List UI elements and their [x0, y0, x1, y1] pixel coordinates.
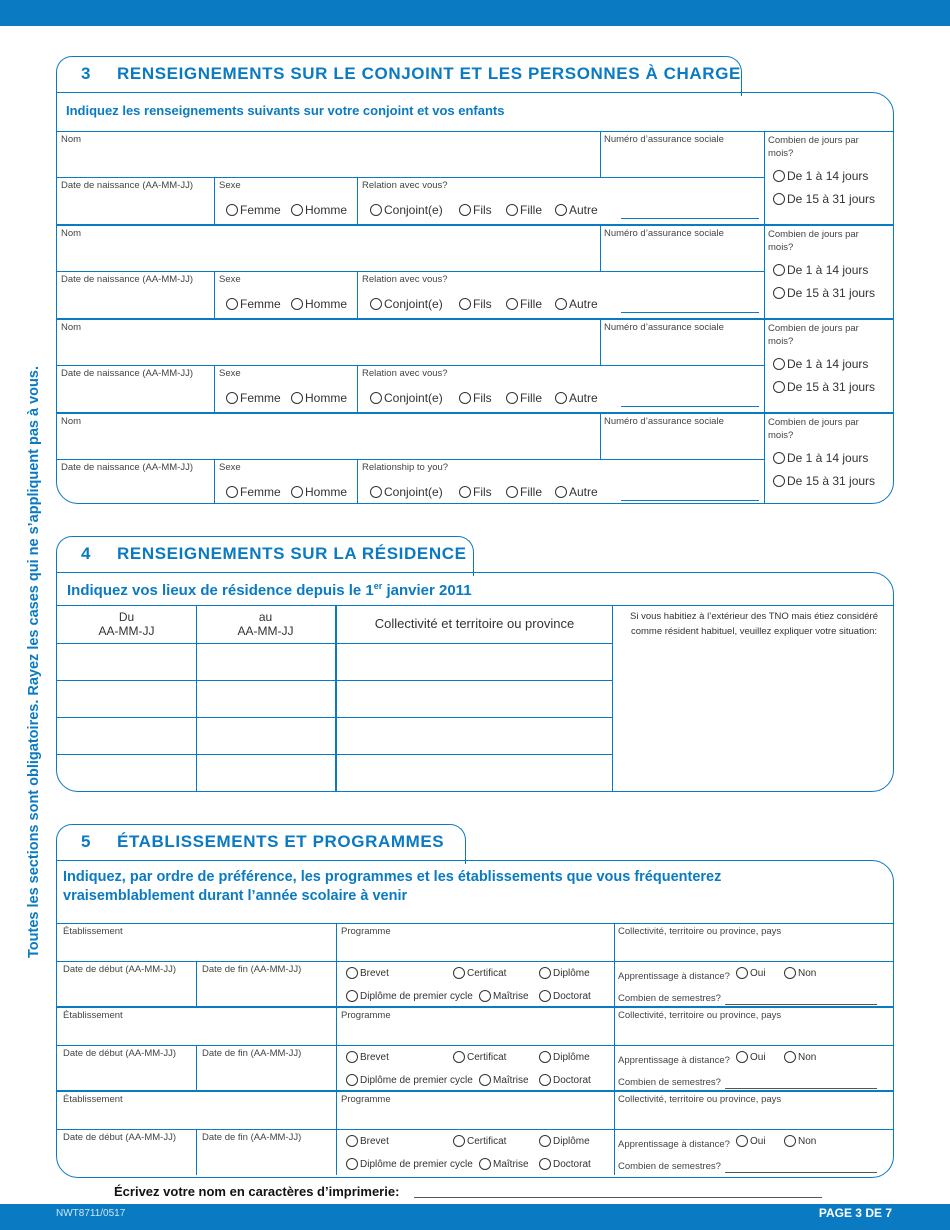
col-explain-header: Si vous habitiez à l’extérieur des TNO mais étiez considéré comme résident habituel, veuillez expliquer votre situation:: [630, 611, 878, 637]
days-option-1-14[interactable]: [773, 357, 868, 371]
radio-circle-icon[interactable]: [555, 204, 567, 216]
distance-option-non-label: Non: [798, 967, 817, 979]
relation-option-fils-label: Fils: [473, 203, 492, 217]
relation-other-field[interactable]: [621, 218, 759, 219]
relation-option-fille[interactable]: [506, 391, 542, 405]
days-option-15-31[interactable]: [773, 192, 875, 206]
days-option-1-14-label: De 1 à 14 jours: [787, 357, 869, 371]
radio-circle-icon[interactable]: [736, 1051, 748, 1063]
name-label: Nom: [61, 228, 82, 239]
end-date-label: Date de fin (AA-MM-JJ): [202, 1048, 302, 1059]
start-date-label: Date de début (AA-MM-JJ): [63, 1132, 176, 1143]
program-option-brevet-label: Brevet: [360, 1135, 389, 1147]
top-banner: [0, 0, 950, 26]
relation-label: Relation avec vous?: [362, 368, 448, 379]
distance-label: Apprentissage à distance?: [618, 971, 730, 982]
dob-label: Date de naissance (AA-MM-JJ): [61, 462, 193, 473]
program-label: Programme: [341, 1010, 391, 1021]
relation-option-conjoint[interactable]: [370, 297, 443, 311]
program-option-maitrise[interactable]: [479, 990, 529, 1002]
radio-circle-icon[interactable]: [346, 990, 358, 1002]
days-label: Combien de jours par mois?: [768, 229, 859, 253]
relation-option-autre-label: Autre: [569, 485, 598, 499]
program-option-certificat-label: Certificat: [467, 1051, 507, 1063]
radio-circle-icon[interactable]: [773, 264, 785, 276]
location-label: Collectivité, territoire ou province, pays: [618, 926, 782, 937]
relation-other-field[interactable]: [621, 406, 759, 407]
program-option-certificat[interactable]: [453, 1051, 506, 1063]
relation-option-fille[interactable]: [506, 203, 542, 217]
radio-circle-icon[interactable]: [459, 392, 471, 404]
relation-label: Relation avec vous?: [362, 180, 448, 191]
semesters-field[interactable]: [725, 1088, 877, 1089]
radio-circle-icon[interactable]: [459, 298, 471, 310]
relation-option-autre-label: Autre: [569, 203, 598, 217]
section3-panel: [56, 92, 894, 504]
relation-label: Relationship to you?: [362, 462, 449, 473]
radio-circle-icon[interactable]: [539, 990, 551, 1002]
sex-option-homme[interactable]: [291, 391, 347, 405]
sex-option-femme[interactable]: [226, 391, 281, 405]
days-option-1-14-label: De 1 à 14 jours: [787, 451, 869, 465]
section4-number: 4: [81, 544, 91, 563]
days-option-1-14[interactable]: [773, 451, 868, 465]
semesters-field[interactable]: [725, 1004, 877, 1005]
radio-circle-icon[interactable]: [291, 204, 303, 216]
relation-option-fils-label: Fils: [473, 485, 492, 499]
days-label: Combien de jours par mois?: [768, 323, 859, 347]
form-number: NWT8711/0517: [56, 1208, 126, 1219]
program-option-brevet[interactable]: [346, 967, 389, 979]
relation-option-autre-label: Autre: [569, 297, 598, 311]
radio-circle-icon[interactable]: [539, 967, 551, 979]
program-option-diplome-premier-cycle-label: Diplôme de premier cycle: [360, 1158, 473, 1170]
radio-circle-icon[interactable]: [370, 298, 382, 310]
radio-circle-icon[interactable]: [736, 967, 748, 979]
sex-option-femme-label: Femme: [240, 297, 281, 311]
radio-circle-icon[interactable]: [773, 193, 785, 205]
program-option-certificat[interactable]: [453, 967, 506, 979]
days-option-1-14-label: De 1 à 14 jours: [787, 263, 869, 277]
program-label: Programme: [341, 926, 391, 937]
radio-circle-icon[interactable]: [370, 392, 382, 404]
section5-instruction-line1: Indiquez, par ordre de préférence, les programmes et les établissements que vous fréquenterez: [63, 869, 722, 885]
section5-number: 5: [81, 832, 91, 851]
side-note: Toutes les sections sont obligatoires. Rayez les cases qui ne s’appliquent pas à vous.: [26, 366, 42, 958]
radio-circle-icon[interactable]: [773, 358, 785, 370]
program-option-diplome-premier-cycle-label: Diplôme de premier cycle: [360, 1074, 473, 1086]
relation-label: Relation avec vous?: [362, 274, 448, 285]
distance-label: Apprentissage à distance?: [618, 1139, 730, 1150]
program-option-maitrise[interactable]: [479, 1158, 529, 1170]
radio-circle-icon[interactable]: [346, 1158, 358, 1170]
sex-option-homme-label: Homme: [305, 485, 348, 499]
section4-title: RENSEIGNEMENTS SUR LA RÉSIDENCE: [117, 544, 467, 563]
sex-option-femme-label: Femme: [240, 391, 281, 405]
relation-option-conjoint[interactable]: [370, 485, 443, 499]
section4-panel: [56, 572, 894, 792]
radio-circle-icon[interactable]: [555, 486, 567, 498]
sin-label: Numéro d’assurance sociale: [604, 228, 724, 239]
days-option-15-31[interactable]: [773, 286, 875, 300]
relation-option-fils[interactable]: [459, 297, 492, 311]
sex-option-homme-label: Homme: [305, 203, 348, 217]
days-option-15-31[interactable]: [773, 380, 875, 394]
sex-label: Sexe: [219, 368, 241, 379]
distance-option-non[interactable]: [784, 1135, 816, 1147]
program-option-maitrise-label: Maîtrise: [493, 990, 529, 1002]
bottom-banner: [0, 1204, 950, 1230]
col-place-header: Collectivité et territoire ou province: [374, 616, 575, 631]
program-option-brevet-label: Brevet: [360, 967, 389, 979]
days-option-1-14-label: De 1 à 14 jours: [787, 169, 869, 183]
radio-circle-icon[interactable]: [370, 486, 382, 498]
institution-label: Établissement: [63, 926, 123, 937]
sex-option-femme[interactable]: [226, 203, 281, 217]
relation-option-fille-label: Fille: [520, 391, 543, 405]
page-number: PAGE 3 DE 7: [818, 1206, 892, 1220]
radio-circle-icon[interactable]: [346, 1135, 358, 1147]
radio-circle-icon[interactable]: [459, 486, 471, 498]
semesters-label: Combien de semestres?: [618, 993, 721, 1004]
radio-circle-icon[interactable]: [346, 967, 358, 979]
relation-option-autre[interactable]: [555, 203, 598, 217]
section4-instruction: Indiquez vos lieux de résidence depuis le 1er janvier 2011: [67, 581, 472, 599]
radio-circle-icon[interactable]: [226, 298, 238, 310]
radio-circle-icon[interactable]: [539, 1074, 551, 1086]
program-option-diplome-label: Diplôme: [553, 1135, 590, 1147]
program-option-brevet[interactable]: [346, 1051, 389, 1063]
radio-circle-icon[interactable]: [346, 1074, 358, 1086]
program-option-doctorat-label: Doctorat: [553, 1158, 591, 1170]
program-option-doctorat-label: Doctorat: [553, 1074, 591, 1086]
print-name-label: Écrivez votre nom en caractères d’imprimerie:: [114, 1184, 400, 1199]
sex-option-homme[interactable]: [291, 485, 347, 499]
radio-circle-icon[interactable]: [291, 486, 303, 498]
radio-circle-icon[interactable]: [459, 204, 471, 216]
distance-option-non[interactable]: [784, 1051, 816, 1063]
program-option-maitrise[interactable]: [479, 1074, 529, 1086]
distance-label: Apprentissage à distance?: [618, 1055, 730, 1066]
sex-option-femme-label: Femme: [240, 485, 281, 499]
relation-other-field[interactable]: [621, 500, 759, 501]
days-option-15-31-label: De 15 à 31 jours: [787, 380, 876, 394]
radio-circle-icon[interactable]: [784, 967, 796, 979]
relation-option-fils-label: Fils: [473, 391, 492, 405]
end-date-label: Date de fin (AA-MM-JJ): [202, 1132, 302, 1143]
radio-circle-icon[interactable]: [555, 298, 567, 310]
program-option-diplome[interactable]: [539, 967, 590, 979]
relation-option-conjoint-label: Conjoint(e): [384, 391, 443, 405]
section3-tab: [56, 56, 742, 96]
location-label: Collectivité, territoire ou province, pays: [618, 1094, 782, 1105]
semesters-label: Combien de semestres?: [618, 1077, 721, 1088]
radio-circle-icon[interactable]: [506, 486, 518, 498]
days-option-15-31[interactable]: [773, 474, 875, 488]
sin-label: Numéro d’assurance sociale: [604, 134, 724, 145]
radio-circle-icon[interactable]: [291, 298, 303, 310]
section4-tab: [56, 536, 474, 576]
radio-circle-icon[interactable]: [479, 990, 491, 1002]
radio-circle-icon[interactable]: [453, 1135, 465, 1147]
program-option-doctorat[interactable]: [539, 1074, 591, 1086]
radio-circle-icon[interactable]: [773, 381, 785, 393]
sex-label: Sexe: [219, 274, 241, 285]
relation-option-fils[interactable]: [459, 485, 492, 499]
program-option-diplome-label: Diplôme: [553, 967, 590, 979]
sex-label: Sexe: [219, 462, 241, 473]
program-option-brevet-label: Brevet: [360, 1051, 389, 1063]
days-option-15-31-label: De 15 à 31 jours: [787, 474, 876, 488]
days-option-15-31-label: De 15 à 31 jours: [787, 286, 876, 300]
sex-label: Sexe: [219, 180, 241, 191]
institution-label: Établissement: [63, 1094, 123, 1105]
radio-circle-icon[interactable]: [784, 1135, 796, 1147]
section3-instruction: Indiquez les renseignements suivants sur votre conjoint et vos enfants: [66, 103, 505, 118]
radio-circle-icon[interactable]: [479, 1158, 491, 1170]
radio-circle-icon[interactable]: [506, 298, 518, 310]
radio-circle-icon[interactable]: [506, 392, 518, 404]
radio-circle-icon[interactable]: [736, 1135, 748, 1147]
distance-option-non[interactable]: [784, 967, 816, 979]
radio-circle-icon[interactable]: [291, 392, 303, 404]
relation-option-fille-label: Fille: [520, 485, 543, 499]
name-label: Nom: [61, 322, 82, 333]
distance-option-non-label: Non: [798, 1135, 817, 1147]
section5-instruction-line2: vraisemblablement durant l’année scolaire à venir: [63, 888, 408, 904]
relation-option-conjoint-label: Conjoint(e): [384, 485, 443, 499]
name-label: Nom: [61, 416, 82, 427]
program-option-brevet[interactable]: [346, 1135, 389, 1147]
distance-option-oui-label: Oui: [750, 1135, 766, 1147]
days-label: Combien de jours par mois?: [768, 135, 859, 159]
col-to-header: au AA-MM-JJ: [237, 610, 294, 638]
distance-option-oui[interactable]: [736, 1051, 766, 1063]
program-option-diplome-premier-cycle[interactable]: [346, 1074, 473, 1086]
relation-option-autre-label: Autre: [569, 391, 598, 405]
end-date-label: Date de fin (AA-MM-JJ): [202, 964, 302, 975]
days-label: Combien de jours par mois?: [768, 417, 859, 441]
sex-option-femme[interactable]: [226, 485, 281, 499]
section3-title: RENSEIGNEMENTS SUR LE CONJOINT ET LES PERSONNES À CHARGE: [117, 64, 741, 83]
relation-option-conjoint-label: Conjoint(e): [384, 297, 443, 311]
program-option-doctorat-label: Doctorat: [553, 990, 591, 1002]
dob-label: Date de naissance (AA-MM-JJ): [61, 180, 193, 191]
radio-circle-icon[interactable]: [539, 1051, 551, 1063]
program-option-diplome-premier-cycle-label: Diplôme de premier cycle: [360, 990, 473, 1002]
sex-option-homme-label: Homme: [305, 297, 348, 311]
radio-circle-icon[interactable]: [226, 204, 238, 216]
days-option-15-31-label: De 15 à 31 jours: [787, 192, 876, 206]
distance-option-non-label: Non: [798, 1051, 817, 1063]
semesters-field[interactable]: [725, 1172, 877, 1173]
dob-label: Date de naissance (AA-MM-JJ): [61, 368, 193, 379]
relation-other-field[interactable]: [621, 312, 759, 313]
radio-circle-icon[interactable]: [506, 204, 518, 216]
section5-tab: [56, 824, 466, 864]
program-option-doctorat[interactable]: [539, 1158, 591, 1170]
col-from-header: Du AA-MM-JJ: [98, 610, 155, 638]
relation-option-fille[interactable]: [506, 485, 542, 499]
program-option-certificat-label: Certificat: [467, 967, 507, 979]
radio-circle-icon[interactable]: [453, 1051, 465, 1063]
distance-option-oui-label: Oui: [750, 1051, 766, 1063]
relation-option-autre[interactable]: [555, 391, 598, 405]
sin-label: Numéro d’assurance sociale: [604, 416, 724, 427]
radio-circle-icon[interactable]: [784, 1051, 796, 1063]
radio-circle-icon[interactable]: [226, 392, 238, 404]
relation-option-fille-label: Fille: [520, 203, 543, 217]
start-date-label: Date de début (AA-MM-JJ): [63, 1048, 176, 1059]
semesters-label: Combien de semestres?: [618, 1161, 721, 1172]
radio-circle-icon[interactable]: [773, 287, 785, 299]
sex-option-homme-label: Homme: [305, 391, 348, 405]
relation-option-autre[interactable]: [555, 297, 598, 311]
section5-panel: [56, 860, 894, 1178]
section5-title: ÉTABLISSEMENTS ET PROGRAMMES: [117, 832, 445, 851]
sex-option-homme[interactable]: [291, 203, 347, 217]
start-date-label: Date de début (AA-MM-JJ): [63, 964, 176, 975]
relation-option-fils[interactable]: [459, 203, 492, 217]
radio-circle-icon[interactable]: [226, 486, 238, 498]
program-option-doctorat[interactable]: [539, 990, 591, 1002]
radio-circle-icon[interactable]: [773, 452, 785, 464]
program-option-certificat[interactable]: [453, 1135, 506, 1147]
days-option-1-14[interactable]: [773, 169, 868, 183]
program-option-diplome-premier-cycle[interactable]: [346, 1158, 473, 1170]
dob-label: Date de naissance (AA-MM-JJ): [61, 274, 193, 285]
program-option-certificat-label: Certificat: [467, 1135, 507, 1147]
relation-option-fils[interactable]: [459, 391, 492, 405]
radio-circle-icon[interactable]: [479, 1074, 491, 1086]
program-option-maitrise-label: Maîtrise: [493, 1158, 529, 1170]
days-option-1-14[interactable]: [773, 263, 868, 277]
radio-circle-icon[interactable]: [539, 1158, 551, 1170]
sex-option-femme[interactable]: [226, 297, 281, 311]
relation-option-autre[interactable]: [555, 485, 598, 499]
relation-option-conjoint-label: Conjoint(e): [384, 203, 443, 217]
name-label: Nom: [61, 134, 82, 145]
radio-circle-icon[interactable]: [370, 204, 382, 216]
program-option-diplome[interactable]: [539, 1135, 590, 1147]
distance-option-oui[interactable]: [736, 1135, 766, 1147]
sex-option-femme-label: Femme: [240, 203, 281, 217]
sex-option-homme[interactable]: [291, 297, 347, 311]
relation-option-conjoint[interactable]: [370, 203, 443, 217]
institution-label: Établissement: [63, 1010, 123, 1021]
program-label: Programme: [341, 1094, 391, 1105]
radio-circle-icon[interactable]: [773, 170, 785, 182]
radio-circle-icon[interactable]: [539, 1135, 551, 1147]
radio-circle-icon[interactable]: [555, 392, 567, 404]
program-option-diplome-premier-cycle[interactable]: [346, 990, 473, 1002]
program-option-diplome[interactable]: [539, 1051, 590, 1063]
distance-option-oui-label: Oui: [750, 967, 766, 979]
program-option-maitrise-label: Maîtrise: [493, 1074, 529, 1086]
section3-number: 3: [81, 64, 91, 83]
radio-circle-icon[interactable]: [346, 1051, 358, 1063]
relation-option-fils-label: Fils: [473, 297, 492, 311]
relation-option-conjoint[interactable]: [370, 391, 443, 405]
distance-option-oui[interactable]: [736, 967, 766, 979]
radio-circle-icon[interactable]: [453, 967, 465, 979]
radio-circle-icon[interactable]: [773, 475, 785, 487]
location-label: Collectivité, territoire ou province, pays: [618, 1010, 782, 1021]
sin-label: Numéro d’assurance sociale: [604, 322, 724, 333]
relation-option-fille[interactable]: [506, 297, 542, 311]
relation-option-fille-label: Fille: [520, 297, 543, 311]
program-option-diplome-label: Diplôme: [553, 1051, 590, 1063]
print-name-field[interactable]: [414, 1197, 822, 1198]
